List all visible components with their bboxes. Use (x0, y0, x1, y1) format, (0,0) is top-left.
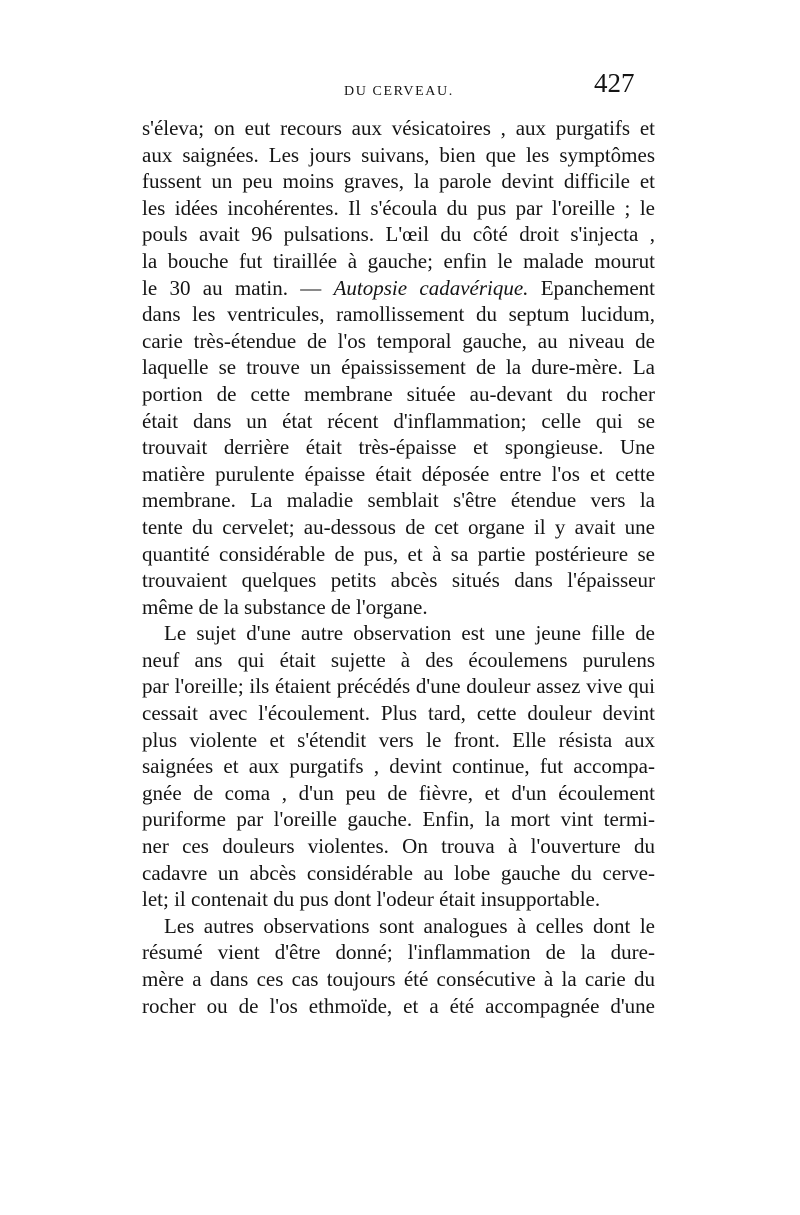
text-line: plus violente et s'étendit vers le front. Elle résista aux (142, 727, 655, 752)
text-line: était dans un état récent d'inflammation; celle qui se (142, 408, 655, 433)
text-line: résumé vient d'être donné; l'inflammation de la dure- (142, 940, 655, 965)
text-line: ner ces douleurs violentes. On trouva à l'ouverture du (142, 834, 655, 859)
text-line: neuf ans qui était sujette à des écoulemens purulens (142, 647, 655, 672)
text-line: rocher ou de l'os ethmoïde, et a été accompagnée d'une (142, 993, 655, 1018)
text-line: saignées et aux purgatifs , devint continue, fut accompa- (142, 754, 655, 779)
text-line: cadavre un abcès considérable au lobe gauche du cerve- (142, 860, 655, 885)
text-line: trouvait derrière était très-épaisse et spongieuse. Une (142, 435, 655, 460)
text-line: carie très-étendue de l'os temporal gauche, au niveau de (142, 328, 655, 353)
text-line: Les autres observations sont analogues à celles dont le (164, 913, 655, 938)
text-line: Le sujet d'une autre observation est une jeune fille de (164, 621, 655, 646)
text-line: mère a dans ces cas toujours été consécutive à la carie du (142, 967, 655, 991)
text-line: aux saignées. Les jours suivans, bien que les symptômes (142, 142, 655, 167)
text-line: quantité considérable de pus, et à sa partie postérieure se (142, 541, 655, 566)
text-line: fussent un peu moins graves, la parole devint difficile et (142, 169, 655, 194)
page-number: 427 (594, 68, 635, 98)
text-line: même de la substance de l'organe. (142, 594, 428, 619)
text-line: trouvaient quelques petits abcès situés dans l'épaisseur (142, 568, 655, 593)
text-line (142, 275, 655, 302)
text-line: matière purulente épaisse était déposée entre l'os et cette (142, 461, 655, 486)
text-segment: le 30 au matin. — (142, 275, 334, 300)
text-line: dans les ventricules, ramollissement du septum lucidum, (142, 302, 655, 327)
text-line: cessait avec l'écoulement. Plus tard, cette douleur devint (142, 701, 655, 726)
text-line: par l'oreille; ils étaient précédés d'une douleur assez vive qui (142, 674, 655, 699)
running-head: DU CERVEAU. (344, 84, 454, 99)
text-line: les idées incohérentes. Il s'écoula du pus par l'oreille ; le (142, 195, 655, 220)
text-line: membrane. La maladie semblait s'être étendue vers la (142, 488, 655, 513)
text-line: puriforme par l'oreille gauche. Enfin, la mort vint termi- (142, 807, 655, 832)
text-line: portion de cette membrane située au-devant du rocher (142, 381, 655, 406)
text-line: s'éleva; on eut recours aux vésicatoires , aux purgatifs et (142, 116, 655, 140)
text-line: gnée de coma , d'un peu de fièvre, et d'un écoulement (142, 780, 655, 805)
section-heading-italic: Autopsie cadavérique. (333, 275, 529, 300)
text-line: let; il contenait du pus dont l'odeur était insupportable. (142, 887, 601, 912)
text-segment: Epanchement (528, 275, 656, 300)
text-line: laquelle se trouve un épaississement de la dure-mère. La (142, 355, 655, 380)
text-line: pouls avait 96 pulsations. L'œil du côté droit s'injecta , (142, 222, 655, 247)
text-line: la bouche fut tiraillée à gauche; enfin le malade mourut (142, 248, 655, 273)
page-header (0, 66, 800, 106)
text-line: tente du cervelet; au-dessous de cet organe il y avait une (142, 514, 655, 539)
body-text (142, 115, 655, 1019)
